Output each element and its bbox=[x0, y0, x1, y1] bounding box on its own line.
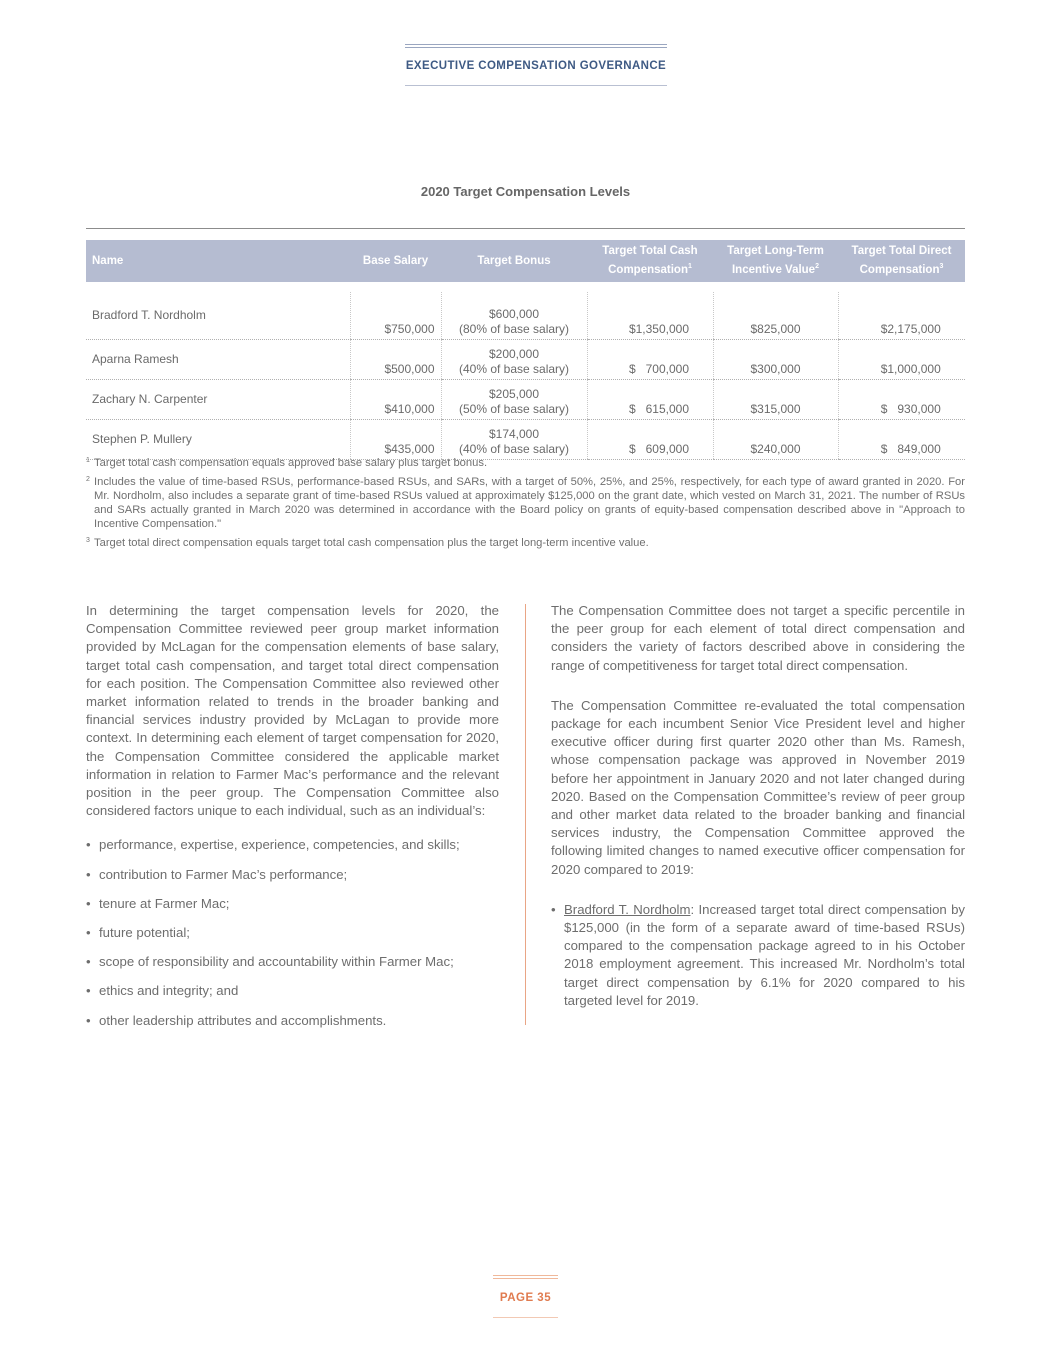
cell-long-term: $315,000 bbox=[713, 380, 838, 420]
bonus-amount: $600,000 bbox=[488, 307, 540, 321]
col-header-total-direct bbox=[838, 240, 965, 282]
table-row bbox=[86, 420, 965, 460]
cell-base-salary: $500,000 bbox=[350, 340, 441, 380]
footnote-ref-2: 2 bbox=[815, 263, 819, 271]
col-header-total-cash-label: Target Total Cash Compensation bbox=[602, 245, 698, 276]
cell-total-direct bbox=[838, 420, 965, 460]
table-title: 2020 Target Compensation Levels bbox=[420, 184, 631, 199]
page-footer bbox=[493, 1275, 558, 1318]
cell-name: Aparna Ramesh bbox=[86, 340, 350, 380]
col-header-long-term bbox=[713, 240, 838, 282]
total-direct-value: $2,175,000 bbox=[880, 322, 941, 336]
footnote-ref-1: 1 bbox=[687, 263, 692, 271]
list-item: • tenure at Farmer Mac; bbox=[86, 895, 499, 913]
cell-target-bonus bbox=[441, 380, 587, 420]
footnote-text: Includes the value of time-based RSUs, performance-based RSUs, and SARs, with a target of 50%, 25%, and 25%, respectively, for each type of award granted in 2020. For Mr. Nordholm, also includes a separate grant of time-based RSUs valued at approximately $125,000 on the grant date, which vested on March 31, 2021. The number of RSUs and SARs actually granted in March 2020 was determined in accordance with the Board policy on grants of equity-based compensation described above in "Approach to Incentive Compensation." bbox=[94, 476, 965, 530]
cell-total-cash bbox=[587, 380, 713, 420]
page-number: PAGE 35 bbox=[499, 1292, 552, 1304]
footer-rule-top bbox=[493, 1275, 558, 1279]
section-title: EXECUTIVE COMPENSATION GOVERNANCE bbox=[405, 60, 667, 72]
list-item: • other leadership attributes and accomplishments. bbox=[86, 1012, 499, 1030]
changes-list bbox=[551, 901, 965, 1010]
list-item bbox=[551, 901, 965, 1010]
list-item: • ethics and integrity; and bbox=[86, 982, 499, 1000]
cell-total-cash bbox=[587, 340, 713, 380]
list-item: • performance, expertise, experience, competencies, and skills; bbox=[86, 836, 499, 854]
footnote-2 bbox=[86, 475, 965, 531]
cell-total-direct bbox=[838, 380, 965, 420]
cell-long-term: $300,000 bbox=[713, 340, 838, 380]
table-header-row bbox=[86, 240, 965, 282]
left-paragraph: In determining the target compensation levels for 2020, the Compensation Committee reviewed peer group market information provided by McLagan for the compensation elements of base salary, target total cash compensation, and target total direct compensation for each position. The Compensation Committee also reviewed other market information related to trends in the broader banking and financial services industry provided by McLagan to provide more context. In determining each element of target compensation for 2020, the Compensation Committee considered the applicable market information in relation to Farmer Mac’s performance and the relevant position in the peer group. The Compensation Committee also considered factors unique to each individual, such as an individual’s: bbox=[86, 603, 499, 819]
cell-long-term: $825,000 bbox=[713, 292, 838, 340]
footnote-mark: 3 bbox=[86, 537, 90, 544]
cell-total-cash bbox=[587, 292, 713, 340]
cell-target-bonus bbox=[441, 340, 587, 380]
table-title-rule bbox=[86, 228, 965, 229]
total-cash-value: $ 700,000 bbox=[628, 362, 689, 376]
footnote-mark: 2 bbox=[86, 476, 90, 483]
bonus-note: (40% of base salary) bbox=[458, 362, 570, 376]
list-item: • scope of responsibility and accountability within Farmer Mac; bbox=[86, 953, 499, 971]
cell-name: Zachary N. Carpenter bbox=[86, 380, 350, 420]
column-divider bbox=[525, 604, 526, 1025]
right-paragraph-1: The Compensation Committee does not target a specific percentile in the peer group for each element of total direct compensation and considers the variety of factors described above in considering the range of competitiveness for target total direct compensation. bbox=[551, 603, 965, 673]
footnote-text: Target total direct compensation equals target total cash compensation plus the target long-term incentive value. bbox=[94, 537, 649, 549]
bonus-note: (80% of base salary) bbox=[458, 322, 570, 336]
footnote-ref-3: 3 bbox=[939, 263, 944, 271]
cell-total-direct bbox=[838, 292, 965, 340]
page-header bbox=[405, 44, 667, 86]
footnote-3 bbox=[86, 536, 965, 550]
col-header-long-term-label: Target Long-Term Incentive Value bbox=[727, 245, 824, 276]
total-cash-value: $ 609,000 bbox=[628, 442, 689, 456]
table-row bbox=[86, 380, 965, 420]
bonus-amount: $174,000 bbox=[488, 427, 540, 441]
cell-total-cash bbox=[587, 420, 713, 460]
right-paragraph-2: The Compensation Committee re-evaluated the total compensation package for each incumbent Senior Vice President level and higher executive officer during first quarter 2020 other than Ms. Ramesh, whose compensation package was approved in November 2019 before her appointment in January 2020 and not later changed during 2020. Based on the Compensation Committee’s review of peer group and other market data related to the broader banking and financial services industry, the Compensation Committee approved the following limited changes to named executive officer compensation for 2020 compared to 2019: bbox=[551, 697, 965, 877]
total-direct-value: $1,000,000 bbox=[880, 362, 941, 376]
footnote-1 bbox=[86, 456, 965, 470]
col-header-base-salary: Base Salary bbox=[350, 240, 441, 282]
bonus-note: (50% of base salary) bbox=[458, 402, 570, 416]
footer-rule-bottom bbox=[493, 1317, 558, 1318]
total-direct-value: $ 849,000 bbox=[880, 442, 941, 456]
header-rule-bottom bbox=[405, 85, 667, 86]
list-item: • contribution to Farmer Mac’s performance; bbox=[86, 866, 499, 884]
right-column bbox=[551, 602, 965, 1010]
col-header-total-direct-label: Target Total Direct Compensation bbox=[851, 245, 952, 276]
table-footnotes bbox=[86, 456, 965, 555]
col-header-name: Name bbox=[86, 240, 350, 282]
left-column bbox=[86, 602, 499, 1041]
cell-total-direct bbox=[838, 340, 965, 380]
cell-long-term: $240,000 bbox=[713, 420, 838, 460]
cell-name: Stephen P. Mullery bbox=[86, 420, 350, 460]
list-item: • future potential; bbox=[86, 924, 499, 942]
change-description: : Increased target total direct compensation by $125,000 (in the form of a separate award of time-based RSUs) compared to the compensation package agreed to in his October 2018 employment agreement. This increased Mr. Nordholm’s total target direct compensation by 6.1% for 2020 compared to his targeted level for 2019. bbox=[564, 901, 965, 1008]
bonus-amount: $205,000 bbox=[488, 387, 540, 401]
cell-base-salary: $750,000 bbox=[350, 292, 441, 340]
cell-target-bonus bbox=[441, 292, 587, 340]
cell-base-salary: $410,000 bbox=[350, 380, 441, 420]
bonus-note: (40% of base salary) bbox=[458, 442, 570, 456]
factors-list bbox=[86, 836, 499, 1029]
table-row bbox=[86, 340, 965, 380]
compensation-table bbox=[86, 240, 965, 460]
table-row bbox=[86, 292, 965, 340]
col-header-total-cash bbox=[587, 240, 713, 282]
cell-target-bonus bbox=[441, 420, 587, 460]
cell-base-salary: $435,000 bbox=[350, 420, 441, 460]
total-direct-value: $ 930,000 bbox=[880, 402, 941, 416]
total-cash-value: $ 615,000 bbox=[628, 402, 689, 416]
total-cash-value: $1,350,000 bbox=[628, 322, 689, 336]
footnote-text: Target total cash compensation equals approved base salary plus target bonus. bbox=[94, 457, 488, 469]
col-header-target-bonus: Target Bonus bbox=[441, 240, 587, 282]
cell-name: Bradford T. Nordholm bbox=[86, 292, 350, 340]
executive-name: Bradford T. Nordholm bbox=[564, 901, 691, 917]
footnote-mark: 1 bbox=[86, 457, 90, 464]
header-rule-top bbox=[405, 44, 667, 48]
bonus-amount: $200,000 bbox=[488, 347, 540, 361]
